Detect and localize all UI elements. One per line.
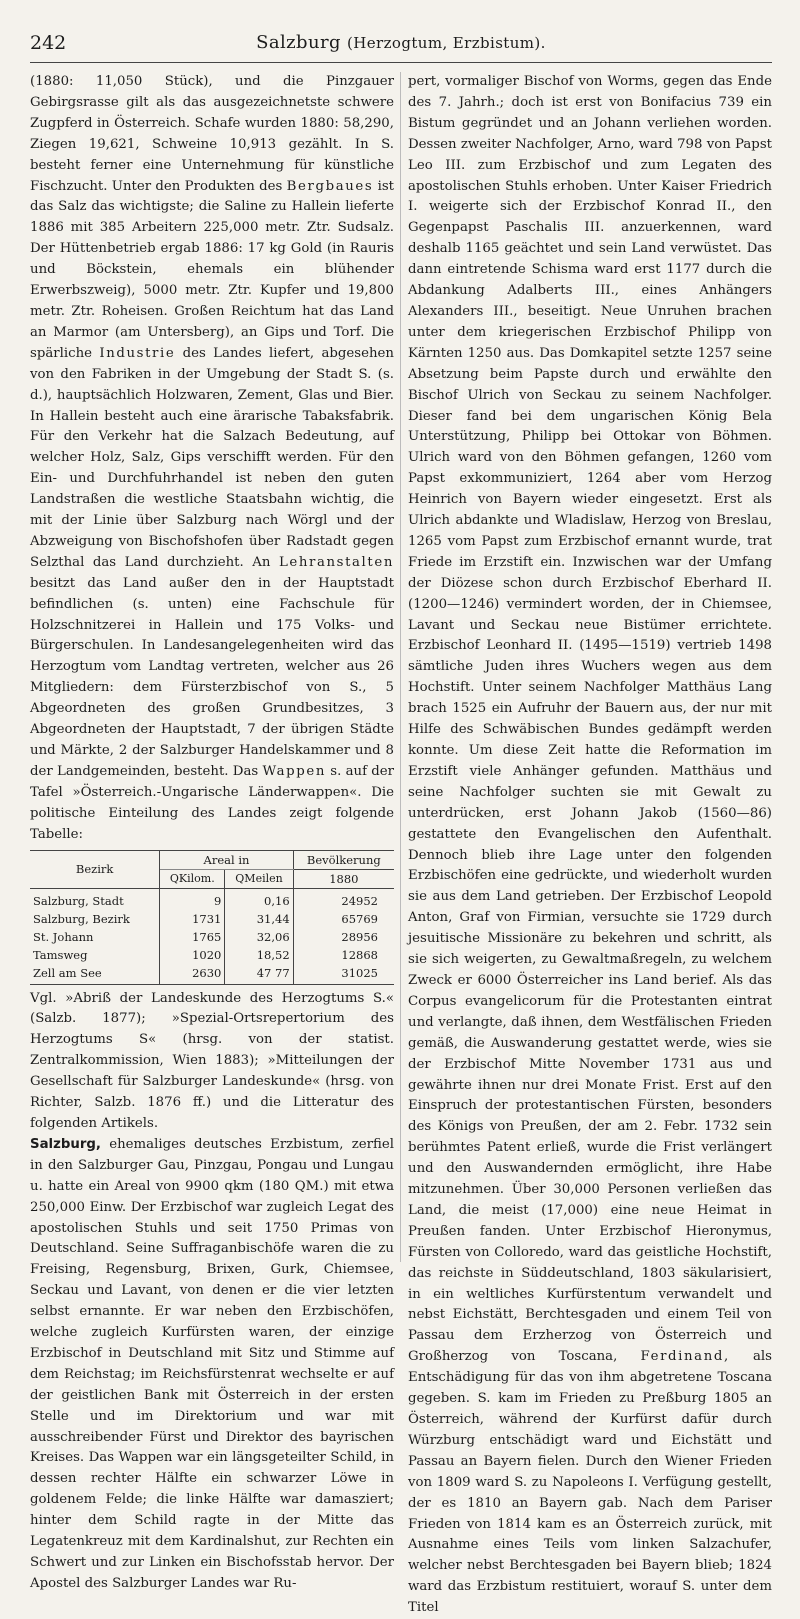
header-rule (30, 62, 772, 63)
col-areal: Areal in (160, 850, 293, 869)
col-bevoelkerung: Bevölkerung (293, 850, 394, 869)
page-title (30, 32, 772, 53)
keyword-bergbau: Bergbaues (286, 178, 374, 194)
cell-qkm: 2630 (160, 964, 225, 985)
table-row (30, 910, 394, 928)
title-main: Salzburg (256, 32, 341, 53)
cell-qkm: 1765 (160, 928, 225, 946)
cell-bev: 12868 (341, 947, 378, 962)
left-column (30, 72, 394, 1595)
right-column (408, 72, 772, 1619)
cell-qm: 31,44 (225, 910, 293, 928)
cell-qm: 32,06 (225, 928, 293, 946)
running-header (30, 28, 772, 64)
text-run: s. auf der Tafel »Österreich.-Ungarische Länderwappen«. Die politische Einteilung des Landes zeigt folgende Tabelle: (30, 763, 395, 842)
cell-bev: 65769 (341, 911, 378, 926)
cell-bezirk: Salzburg, Stadt (30, 888, 160, 910)
cell-qm: 47 77 (225, 964, 293, 985)
text-run: ist das Salz das wichtigste; die Saline zu Hallein lieferte 1886 mit 385 Arbeitern 225,000 metr. Ztr. Sudsalz. Der Hüttenbetrieb ergab 1886: 17 kg Gold (in Rauris und Böckstein, ehemals ein blühender Erwerbszweig), 5000 metr. Ztr. Kupfer und 19,800 metr. Ztr. Roheisen. Großen Reichtum hat das Land an Marmor (am Untersberg), an Gips und Torf. Die spärliche (30, 178, 395, 361)
text-run: ehemaliges deutsches Erzbistum, zerfiel in den Salzburger Gau, Pinzgau, Pongau und Lungau u. hatte ein Areal von 9900 qkm (180 QM.) mit etwa 250,000 Einw. Der Erzbischof war zugleich Legat des apostolischen Stuhls und seit 1750 Primas von Deutschland. Seine Suffraganbischöfe waren die zu Freising, Regensburg, Brixen, Gurk, Chiemsee, Seckau und Lavant, von denen er die vier letzten selbst ernannte. Er war neben den Erzbischöfen, welche zugleich Kurfürsten waren, der einzige Erzbischof in Deutschland mit Sitz und Stimme auf dem Reichstag; im Reichsfürstenrat wechselte er auf der geistlichen Bank mit Österreich in der ersten Stelle und im Direktorium und war mit ausschreibender Fürst und Direktor des bayrischen Kreises. Das Wappen war ein längsgeteilter Schild, in dessen rechter Hälfte ein schwarzer Löwe in goldenem Felde; die linke Hälfte war damasziert; hinter dem Schild ragte in der Mitte das Legatenkreuz mit dem Kardinalshut, zur Rechten ein Schwert und zur Linken ein Bischofsstab hervor. Der Apostel des Salzburger Landes war Ru- (30, 1136, 394, 1591)
cell-bezirk: St. Johann (30, 928, 160, 946)
table-row (30, 928, 394, 946)
text-run: besitzt das Land außer den in der Hauptstadt befindlichen (s. unten) eine Fachschule für Holzschnitzerei in Hallein und 175 Volks- und Bürgerschulen. In Landesangelegenheiten wird das Herzogtum vom Landtag vertreten, welcher aus 26 Mitgliedern: dem Fürsterzbischof von S., 5 Abgeordneten des großen Grundbesitzes, 3 Abgeordneten der Hauptstadt, 7 der übrigen Städte und Märkte, 2 der Salzburger Handelskammer und 8 der Landgemeinden, besteht. Das (30, 575, 394, 779)
paragraph-history (408, 72, 772, 1619)
keyword-industrie: Industrie (99, 345, 176, 361)
cell-bev: 28956 (341, 929, 378, 944)
district-table (30, 850, 394, 985)
text-run: als Entschädigung für das von ihm abgetretene Toscana gegeben. S. kam im Frieden zu Preßburg 1805 an Österreich, während der Kurfürst dafür durch Würzburg entschädigt ward und Eichstätt und Passau an Bayern fielen. Durch den Wiener Frieden von 1809 ward S. zu Napoleons I. Verfügung gestellt, der es 1810 an Bayern gab. Nach dem Pariser Frieden von 1814 kam es an Österreich zurück, mit Ausnahme eines Teils vom linken Salzachufer, welcher nebst Berchtesgaden bei Bayern blieb; 1824 ward das Erzbistum restituiert, worauf S. unter dem Titel (408, 1349, 772, 1616)
text-run: des Landes liefert, abgesehen von den Fabriken in der Umgebung der Stadt S. (s. d.), hauptsächlich Holzwaren, Zement, Glas und Bier. In Hallein besteht auch eine ärarische Tabaksfabrik. Für den Verkehr hat die Salzach Bedeutung, auf welcher Holz, Salz, Gips verschifft werden. Für den Ein- und Durchfuhrhandel ist neben den guten Landstraßen die westliche Staatsbahn wichtig, die mit der Linie über Salzburg nach Wörgl und der Abzweigung von Bischofshofen über Radstadt gegen Selzthal das Land durchzieht. An (30, 345, 394, 570)
page-number: 242 (30, 32, 67, 54)
table-row (30, 888, 394, 910)
keyword-lehranstalten: Lehranstalten (278, 554, 394, 570)
cell-bezirk: Zell am See (30, 964, 160, 985)
col-bev-year: 1880 (293, 869, 394, 888)
col-qm: QMeilen (225, 869, 293, 888)
column-divider (400, 72, 401, 1262)
keyword-ferdinand: Ferdinand, (640, 1349, 730, 1365)
cell-bezirk: Salzburg, Bezirk (30, 910, 160, 928)
cell-bev: 24952 (341, 893, 378, 908)
text-run: pert, vormaliger Bischof von Worms, gegen das Ende des 7. Jahrh.; doch ist erst von Bonifacius 739 ein Bistum gegründet und an Johann verliehen worden. Dessen zweiter Nachfolger, Arno, ward 798 von Papst Leo III. zum Erzbischof und zum Legaten des apostolischen Stuhls erhoben. Unter Kaiser Friedrich I. weigerte sich der Erzbischof Konrad II., den Gegenpapst Paschalis III. anzuerkennen, ward deshalb 1165 geächtet und sein Land verwüstet. Das dann eintretende Schisma ward erst 1177 durch die Abdankung Adalberts III., eines Anhängers Alexanders III., beseitigt. Neue Unruhen brachen unter dem kriegerischen Erzbischof Philipp von Kärnten 1250 aus. Das Domkapitel setzte 1257 seine Absetzung beim Papste durch und erwählte den Bischof Ulrich von Seckau zu seinem Nachfolger. Dieser fand bei dem ungarischen König Bela Unterstützung, Philipp bei Ottokar von Böhmen. Ulrich ward von den Böhmen gefangen, 1260 vom Papst exkommuniziert, 1264 aber vom Herzog Heinrich von Bayern wieder eingesetzt. Erst als Ulrich abdankte und Wladislaw, Herzog von Breslau, 1265 vom Papst zum Erzbischof ernannt wurde, trat Friede im Erzstift ein. Inzwischen war der Umfang der Diözese schon durch Erzbischof Eberhard II. (1200—1246) vermindert worden, der in Chiemsee, Lavant und Seckau neue Bistümer errichtete. Erzbischof Leonhard II. (1495—1519) vertrieb 1498 sämtliche Juden ihres Wuchers wegen aus dem Hochstift. Unter seinem Nachfolger Matthäus Lang brach 1525 ein Aufruhr der Bauern aus, der nur mit Hilfe des Schwäbischen Bundes gedämpft werden konnte. Um diese Zeit hatte die Reformation im Erzstift viele Anhänger gefunden. Matthäus und seine Nachfolger suchten sie mit Gewalt zu unterdrücken, erst Johann Jakob (1560—86) gestattete den Evangelischen den Aufenthalt. Dennoch blieb ihre Lage unter den folgenden Erzbischöfen eine gedrückte, und wiederholt wurden sie aus dem Land getrieben. Der Erzbischof Leopold Anton, Graf von Firmian, versuchte sie 1729 durch jesuitische Missionäre zu bekehren und schritt, als sie sich weigerten, zu Gewaltmaßregeln, zu welchem Zweck er 6000 Österreicher ins Land berief. Als das Corpus evangelicorum für die Protestanten eintrat und verlangte, daß ihnen, dem Westfälischen Frieden gemäß, die Auswanderung gestattet werde, wies sie der Erzbischof Mitte November 1731 aus und gewährte ihnen nur drei Monate Frist. Erst auf den Einspruch der protestantischen Fürsten, besonders des Königs von Preußen, der am 2. Febr. 1732 sein berühmtes Patent erließ, wurde die Frist verlängert und den Auswandernden ermöglicht, ihre Habe mitzunehmen. Über 30,000 Personen verließen das Land, die meist (17,000) eine neue Heimat in Preußen fanden. Unter Erzbischof Hieronymus, Fürsten von Colloredo, ward das geistliche Hochstift, das reichste in Süddeutschland, 1803 säkularisiert, in ein weltliches Kurfürstentum verwandelt und nebst Eichstätt, Berchtesgaden und einem Teil von Passau dem Erzherzog von Österreich und Großherzog von Toscana, (408, 74, 772, 1365)
cell-qm: 0,16 (225, 888, 293, 910)
table-row (30, 964, 394, 985)
paragraph-economy (30, 72, 394, 846)
entry-headword: Salzburg, (30, 1136, 101, 1152)
cell-qkm: 9 (160, 888, 225, 910)
keyword-wappen: Wappen (262, 763, 326, 779)
col-qkm: QKilom. (160, 869, 225, 888)
table-row (30, 946, 394, 964)
cell-qkm: 1731 (160, 910, 225, 928)
text-run: (1880: 11,050 Stück), und die Pinzgauer Gebirgsrasse gilt als das ausgezeichnetste schwere Zugpferd in Österreich. Schafe wurden 1880: 58,290, Ziegen 19,621, Schweine 10,913 gezählt. In S. besteht ferner eine Unternehmung für künstliche Fischzucht. Unter den Produkten des (30, 74, 394, 194)
paragraph-literature: Vgl. »Abriß der Landeskunde des Herzogtums S.« (Salzb. 1877); »Spezial-Ortsrepertorium des Herzogtums S« (hrsg. von der statist. Zentralkommission, Wien 1883); »Mitteilungen der Gesellschaft für Salzburger Landeskunde« (hrsg. von Richter, Salzb. 1876 ff.) und die Litteratur des folgenden Artikels. (30, 990, 394, 1131)
col-bezirk: Bezirk (30, 850, 160, 888)
cell-qkm: 1020 (160, 946, 225, 964)
cell-qm: 18,52 (225, 946, 293, 964)
cell-bev: 31025 (293, 964, 394, 985)
title-sub: (Herzogtum, Erzbistum). (347, 34, 546, 52)
cell-bezirk: Tamsweg (30, 946, 160, 964)
paragraph-erzbistum (30, 1135, 394, 1595)
